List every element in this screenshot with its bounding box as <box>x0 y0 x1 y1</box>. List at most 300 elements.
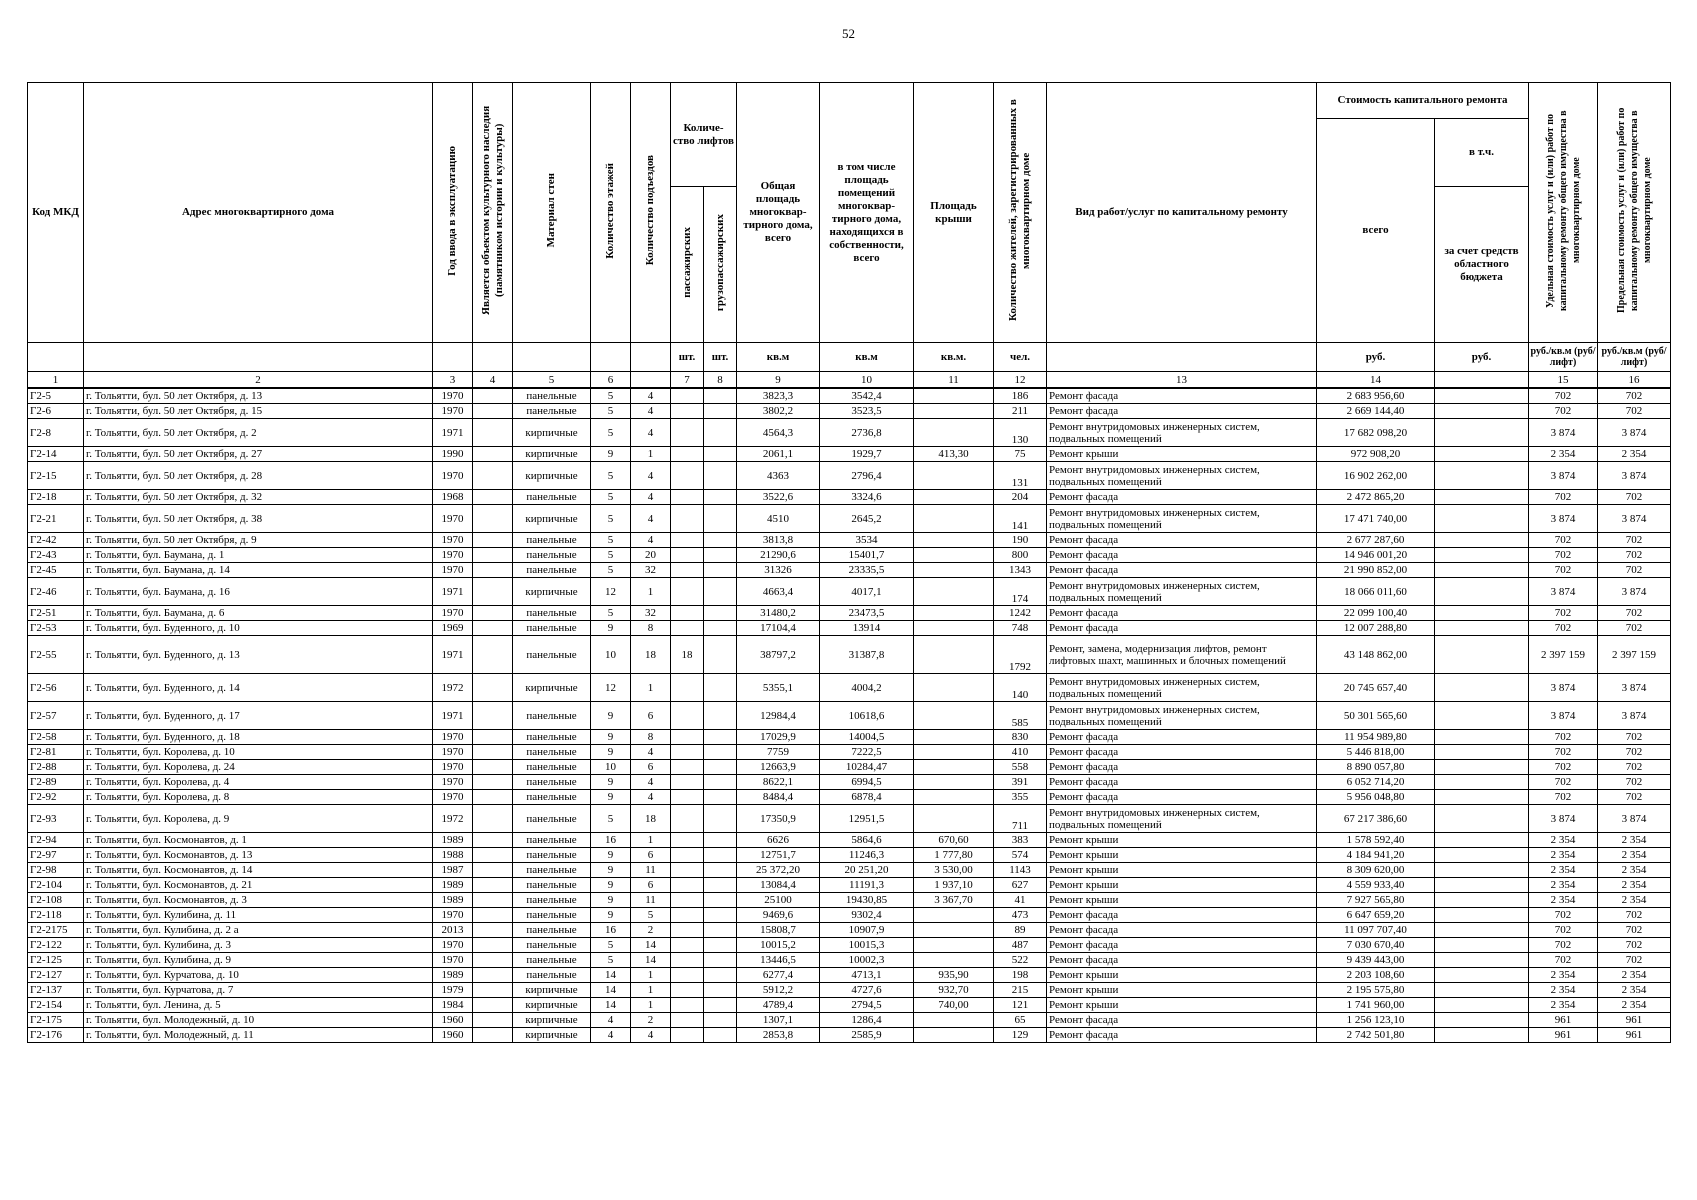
row-lifts-pass <box>671 419 704 447</box>
row-address: г. Тольятти, бул. Космонавтов, д. 21 <box>84 878 433 893</box>
row-lifts-pass <box>671 548 704 563</box>
row-unit-cost: 961 <box>1529 1028 1598 1043</box>
unit-cell <box>631 343 671 372</box>
row-material: панельные <box>513 533 591 548</box>
row-cost-regional <box>1435 419 1529 447</box>
unit-roof-area: кв.м. <box>914 343 994 372</box>
row-work-type: Ремонт, замена, модернизация лифтов, ремонт лифтовых шахт, машинных и блочных помещений <box>1047 636 1317 674</box>
row-total-area: 21290,6 <box>737 548 820 563</box>
row-entrances: 11 <box>631 863 671 878</box>
row-floors: 12 <box>591 578 631 606</box>
row-owned-area: 23335,5 <box>820 563 914 578</box>
row-material: кирпичные <box>513 447 591 462</box>
header-address: Адрес многоквартирного дома <box>84 83 433 343</box>
row-floors: 9 <box>591 908 631 923</box>
row-max-cost: 3 874 <box>1598 419 1671 447</box>
row-total-area: 13446,5 <box>737 953 820 968</box>
row-year: 1970 <box>433 790 473 805</box>
row-residents: 1343 <box>994 563 1047 578</box>
row-entrances: 4 <box>631 462 671 490</box>
row-max-cost: 3 874 <box>1598 462 1671 490</box>
row-lifts-pass <box>671 908 704 923</box>
row-entrances: 4 <box>631 505 671 533</box>
row-code: Г2-89 <box>28 775 84 790</box>
row-owned-area: 19430,85 <box>820 893 914 908</box>
row-cost-regional <box>1435 833 1529 848</box>
table-row <box>28 1013 1671 1028</box>
row-heritage <box>473 968 513 983</box>
row-material: панельные <box>513 878 591 893</box>
row-unit-cost: 702 <box>1529 908 1598 923</box>
row-entrances: 6 <box>631 760 671 775</box>
row-work-type: Ремонт фасада <box>1047 745 1317 760</box>
row-unit-cost: 702 <box>1529 745 1598 760</box>
row-work-type: Ремонт фасада <box>1047 404 1317 419</box>
row-work-type: Ремонт внутридомовых инженерных систем, подвальных помещений <box>1047 674 1317 702</box>
unit-unit-cost: руб./кв.м (руб/лифт) <box>1529 343 1598 372</box>
row-floors: 5 <box>591 938 631 953</box>
column-number: 11 <box>914 372 994 389</box>
row-cost-regional <box>1435 636 1529 674</box>
row-entrances: 4 <box>631 745 671 760</box>
row-floors: 9 <box>591 621 631 636</box>
row-residents: 174 <box>994 578 1047 606</box>
row-cost-total: 11 954 989,80 <box>1317 730 1435 745</box>
row-heritage <box>473 533 513 548</box>
row-lifts-cargo <box>704 998 737 1013</box>
row-max-cost: 961 <box>1598 1028 1671 1043</box>
row-residents: 75 <box>994 447 1047 462</box>
row-unit-cost: 702 <box>1529 533 1598 548</box>
row-cost-regional <box>1435 775 1529 790</box>
row-entrances: 1 <box>631 833 671 848</box>
row-max-cost: 702 <box>1598 606 1671 621</box>
row-lifts-cargo <box>704 833 737 848</box>
row-material: панельные <box>513 953 591 968</box>
row-roof-area <box>914 505 994 533</box>
row-cost-regional <box>1435 462 1529 490</box>
row-floors: 9 <box>591 447 631 462</box>
row-heritage <box>473 938 513 953</box>
row-code: Г2-98 <box>28 863 84 878</box>
table-row <box>28 462 1671 490</box>
unit-cell <box>591 343 631 372</box>
row-code: Г2-81 <box>28 745 84 760</box>
header-year: Год ввода в эксплуатацию <box>433 83 473 343</box>
row-cost-total: 14 946 001,20 <box>1317 548 1435 563</box>
row-unit-cost: 2 354 <box>1529 893 1598 908</box>
row-floors: 9 <box>591 730 631 745</box>
column-number: 3 <box>433 372 473 389</box>
row-residents: 198 <box>994 968 1047 983</box>
header-work-type: Вид работ/услуг по капитальному ремонту <box>1047 83 1317 343</box>
row-owned-area: 4727,6 <box>820 983 914 998</box>
row-residents: 204 <box>994 490 1047 505</box>
row-unit-cost: 702 <box>1529 938 1598 953</box>
row-work-type: Ремонт фасада <box>1047 548 1317 563</box>
row-work-type: Ремонт крыши <box>1047 863 1317 878</box>
row-total-area: 17350,9 <box>737 805 820 833</box>
row-roof-area: 3 367,70 <box>914 893 994 908</box>
row-year: 1970 <box>433 775 473 790</box>
row-work-type: Ремонт фасада <box>1047 775 1317 790</box>
row-roof-area: 3 530,00 <box>914 863 994 878</box>
row-code: Г2-18 <box>28 490 84 505</box>
row-owned-area: 3324,6 <box>820 490 914 505</box>
row-year: 1989 <box>433 968 473 983</box>
row-lifts-pass <box>671 775 704 790</box>
row-cost-regional <box>1435 505 1529 533</box>
table-row <box>28 533 1671 548</box>
row-max-cost: 2 397 159 <box>1598 636 1671 674</box>
header-cost-total: всего <box>1317 119 1435 343</box>
row-address: г. Тольятти, бул. Космонавтов, д. 3 <box>84 893 433 908</box>
row-work-type: Ремонт внутридомовых инженерных систем, подвальных помещений <box>1047 419 1317 447</box>
row-material: панельные <box>513 702 591 730</box>
row-year: 1971 <box>433 578 473 606</box>
header-cost-group: Стоимость капитального ремонта <box>1317 83 1529 119</box>
row-owned-area: 4004,2 <box>820 674 914 702</box>
row-address: г. Тольятти, бул. Баумана, д. 6 <box>84 606 433 621</box>
row-cost-regional <box>1435 893 1529 908</box>
row-entrances: 8 <box>631 621 671 636</box>
column-number: 1 <box>28 372 84 389</box>
row-total-area: 25100 <box>737 893 820 908</box>
row-roof-area <box>914 790 994 805</box>
row-unit-cost: 2 354 <box>1529 833 1598 848</box>
row-lifts-cargo <box>704 533 737 548</box>
row-heritage <box>473 923 513 938</box>
table-row <box>28 908 1671 923</box>
row-material: панельные <box>513 760 591 775</box>
row-cost-regional <box>1435 388 1529 404</box>
table-row <box>28 745 1671 760</box>
row-code: Г2-108 <box>28 893 84 908</box>
row-total-area: 31480,2 <box>737 606 820 621</box>
table-row <box>28 730 1671 745</box>
row-lifts-pass <box>671 878 704 893</box>
unit-cost-regional: руб. <box>1435 343 1529 372</box>
row-max-cost: 702 <box>1598 745 1671 760</box>
row-cost-total: 8 890 057,80 <box>1317 760 1435 775</box>
column-number: 8 <box>704 372 737 389</box>
row-owned-area: 10618,6 <box>820 702 914 730</box>
row-cost-total: 17 471 740,00 <box>1317 505 1435 533</box>
row-cost-total: 7 030 670,40 <box>1317 938 1435 953</box>
table-row <box>28 563 1671 578</box>
row-work-type: Ремонт фасада <box>1047 908 1317 923</box>
row-roof-area: 935,90 <box>914 968 994 983</box>
row-entrances: 20 <box>631 548 671 563</box>
row-material: кирпичные <box>513 505 591 533</box>
row-residents: 748 <box>994 621 1047 636</box>
row-year: 1970 <box>433 606 473 621</box>
row-owned-area: 1286,4 <box>820 1013 914 1028</box>
row-unit-cost: 702 <box>1529 760 1598 775</box>
row-floors: 9 <box>591 848 631 863</box>
row-total-area: 5912,2 <box>737 983 820 998</box>
row-max-cost: 702 <box>1598 548 1671 563</box>
row-entrances: 6 <box>631 878 671 893</box>
row-roof-area: 932,70 <box>914 983 994 998</box>
row-material: кирпичные <box>513 674 591 702</box>
row-heritage <box>473 745 513 760</box>
row-roof-area <box>914 775 994 790</box>
row-owned-area: 10284,47 <box>820 760 914 775</box>
header-lifts-group: Количе-ство лифтов <box>671 83 737 187</box>
row-year: 2013 <box>433 923 473 938</box>
row-cost-total: 16 902 262,00 <box>1317 462 1435 490</box>
row-heritage <box>473 878 513 893</box>
row-floors: 16 <box>591 833 631 848</box>
row-cost-total: 22 099 100,40 <box>1317 606 1435 621</box>
row-roof-area <box>914 702 994 730</box>
row-material: панельные <box>513 805 591 833</box>
unit-cell <box>28 343 84 372</box>
row-lifts-cargo <box>704 730 737 745</box>
row-floors: 9 <box>591 878 631 893</box>
table-row <box>28 923 1671 938</box>
row-entrances: 4 <box>631 490 671 505</box>
row-heritage <box>473 833 513 848</box>
row-work-type: Ремонт крыши <box>1047 998 1317 1013</box>
row-cost-regional <box>1435 533 1529 548</box>
header-roof-area: Площадь крыши <box>914 83 994 343</box>
row-total-area: 2853,8 <box>737 1028 820 1043</box>
row-roof-area <box>914 908 994 923</box>
row-entrances: 6 <box>631 848 671 863</box>
row-entrances: 8 <box>631 730 671 745</box>
row-total-area: 7759 <box>737 745 820 760</box>
row-address: г. Тольятти, бул. Курчатова, д. 10 <box>84 968 433 983</box>
row-code: Г2-93 <box>28 805 84 833</box>
row-floors: 10 <box>591 636 631 674</box>
row-code: Г2-5 <box>28 388 84 404</box>
row-max-cost: 702 <box>1598 533 1671 548</box>
row-material: кирпичные <box>513 1013 591 1028</box>
row-cost-regional <box>1435 923 1529 938</box>
row-lifts-pass <box>671 388 704 404</box>
row-year: 1970 <box>433 908 473 923</box>
row-max-cost: 2 354 <box>1598 878 1671 893</box>
row-cost-total: 17 682 098,20 <box>1317 419 1435 447</box>
row-entrances: 5 <box>631 908 671 923</box>
row-code: Г2-15 <box>28 462 84 490</box>
row-address: г. Тольятти, бул. Курчатова, д. 7 <box>84 983 433 998</box>
row-year: 1970 <box>433 462 473 490</box>
table-row <box>28 548 1671 563</box>
row-work-type: Ремонт крыши <box>1047 848 1317 863</box>
row-owned-area: 2585,9 <box>820 1028 914 1043</box>
row-floors: 9 <box>591 745 631 760</box>
row-total-area: 3802,2 <box>737 404 820 419</box>
row-work-type: Ремонт фасада <box>1047 490 1317 505</box>
row-max-cost: 961 <box>1598 1013 1671 1028</box>
row-unit-cost: 2 354 <box>1529 848 1598 863</box>
row-lifts-pass <box>671 833 704 848</box>
row-entrances: 1 <box>631 968 671 983</box>
row-work-type: Ремонт фасада <box>1047 1028 1317 1043</box>
table-row <box>28 893 1671 908</box>
row-work-type: Ремонт фасада <box>1047 790 1317 805</box>
row-lifts-cargo <box>704 775 737 790</box>
row-work-type: Ремонт внутридомовых инженерных систем, подвальных помещений <box>1047 702 1317 730</box>
row-heritage <box>473 636 513 674</box>
row-residents: 121 <box>994 998 1047 1013</box>
row-unit-cost: 2 354 <box>1529 983 1598 998</box>
row-cost-total: 2 683 956,60 <box>1317 388 1435 404</box>
row-floors: 14 <box>591 968 631 983</box>
row-owned-area: 2645,2 <box>820 505 914 533</box>
row-lifts-cargo <box>704 578 737 606</box>
row-unit-cost: 702 <box>1529 923 1598 938</box>
row-year: 1970 <box>433 388 473 404</box>
header-lifts-pass: пассажирских <box>671 187 704 343</box>
table-row <box>28 490 1671 505</box>
row-floors: 5 <box>591 548 631 563</box>
row-total-area: 38797,2 <box>737 636 820 674</box>
row-owned-area: 3523,5 <box>820 404 914 419</box>
row-unit-cost: 702 <box>1529 953 1598 968</box>
row-work-type: Ремонт фасада <box>1047 938 1317 953</box>
row-total-area: 6626 <box>737 833 820 848</box>
row-address: г. Тольятти, бул. Молодежный, д. 11 <box>84 1028 433 1043</box>
row-entrances: 32 <box>631 606 671 621</box>
table-row <box>28 702 1671 730</box>
row-roof-area <box>914 636 994 674</box>
row-address: г. Тольятти, бул. Кулибина, д. 2 а <box>84 923 433 938</box>
row-unit-cost: 702 <box>1529 548 1598 563</box>
row-entrances: 4 <box>631 533 671 548</box>
row-residents: 355 <box>994 790 1047 805</box>
row-heritage <box>473 505 513 533</box>
row-owned-area: 10002,3 <box>820 953 914 968</box>
row-material: панельные <box>513 636 591 674</box>
unit-owned-area: кв.м <box>820 343 914 372</box>
row-lifts-cargo <box>704 636 737 674</box>
row-material: панельные <box>513 908 591 923</box>
row-work-type: Ремонт фасада <box>1047 388 1317 404</box>
row-roof-area <box>914 462 994 490</box>
row-material: кирпичные <box>513 1028 591 1043</box>
row-roof-area: 1 777,80 <box>914 848 994 863</box>
row-year: 1970 <box>433 938 473 953</box>
row-code: Г2-58 <box>28 730 84 745</box>
row-lifts-cargo <box>704 606 737 621</box>
row-total-area: 2061,1 <box>737 447 820 462</box>
row-address: г. Тольятти, бул. Буденного, д. 14 <box>84 674 433 702</box>
row-year: 1987 <box>433 863 473 878</box>
row-roof-area <box>914 953 994 968</box>
header-residents: Количество жителей, зарегистрированных в многоквартирном доме <box>994 83 1047 343</box>
row-total-area: 31326 <box>737 563 820 578</box>
row-owned-area: 20 251,20 <box>820 863 914 878</box>
unit-cell <box>433 343 473 372</box>
row-entrances: 1 <box>631 998 671 1013</box>
row-heritage <box>473 621 513 636</box>
row-address: г. Тольятти, бул. Баумана, д. 14 <box>84 563 433 578</box>
row-address: г. Тольятти, бул. Молодежный, д. 10 <box>84 1013 433 1028</box>
row-lifts-pass <box>671 953 704 968</box>
row-year: 1970 <box>433 533 473 548</box>
row-residents: 141 <box>994 505 1047 533</box>
row-work-type: Ремонт крыши <box>1047 968 1317 983</box>
row-total-area: 1307,1 <box>737 1013 820 1028</box>
row-code: Г2-92 <box>28 790 84 805</box>
row-work-type: Ремонт фасада <box>1047 760 1317 775</box>
row-address: г. Тольятти, бул. Королева, д. 24 <box>84 760 433 775</box>
row-heritage <box>473 606 513 621</box>
table-row <box>28 848 1671 863</box>
row-heritage <box>473 490 513 505</box>
row-max-cost: 3 874 <box>1598 674 1671 702</box>
row-address: г. Тольятти, бул. Королева, д. 8 <box>84 790 433 805</box>
row-material: панельные <box>513 790 591 805</box>
row-roof-area: 740,00 <box>914 998 994 1013</box>
row-cost-regional <box>1435 863 1529 878</box>
row-max-cost: 702 <box>1598 490 1671 505</box>
row-residents: 574 <box>994 848 1047 863</box>
row-max-cost: 2 354 <box>1598 968 1671 983</box>
row-residents: 89 <box>994 923 1047 938</box>
row-code: Г2-88 <box>28 760 84 775</box>
row-floors: 10 <box>591 760 631 775</box>
row-cost-regional <box>1435 983 1529 998</box>
row-residents: 585 <box>994 702 1047 730</box>
table-row <box>28 953 1671 968</box>
row-material: панельные <box>513 404 591 419</box>
row-lifts-pass <box>671 730 704 745</box>
row-cost-regional <box>1435 998 1529 1013</box>
row-roof-area <box>914 404 994 419</box>
row-lifts-cargo <box>704 1028 737 1043</box>
header-cost-incl: в т.ч. <box>1435 119 1529 187</box>
row-total-area: 9469,6 <box>737 908 820 923</box>
capital-repair-table <box>27 82 1671 1043</box>
row-year: 1968 <box>433 490 473 505</box>
row-max-cost: 702 <box>1598 790 1671 805</box>
row-residents: 1242 <box>994 606 1047 621</box>
row-total-area: 13084,4 <box>737 878 820 893</box>
row-heritage <box>473 1013 513 1028</box>
table-row <box>28 388 1671 404</box>
row-heritage <box>473 730 513 745</box>
row-lifts-pass <box>671 563 704 578</box>
row-material: панельные <box>513 548 591 563</box>
row-lifts-cargo <box>704 968 737 983</box>
row-lifts-pass <box>671 505 704 533</box>
row-lifts-cargo <box>704 863 737 878</box>
row-roof-area <box>914 578 994 606</box>
row-code: Г2-45 <box>28 563 84 578</box>
row-owned-area: 7222,5 <box>820 745 914 760</box>
row-code: Г2-21 <box>28 505 84 533</box>
row-material: кирпичные <box>513 419 591 447</box>
row-max-cost: 702 <box>1598 923 1671 938</box>
row-cost-total: 2 669 144,40 <box>1317 404 1435 419</box>
row-residents: 830 <box>994 730 1047 745</box>
row-residents: 391 <box>994 775 1047 790</box>
row-unit-cost: 2 354 <box>1529 447 1598 462</box>
row-residents: 1792 <box>994 636 1047 674</box>
row-code: Г2-97 <box>28 848 84 863</box>
row-cost-total: 18 066 011,60 <box>1317 578 1435 606</box>
row-floors: 9 <box>591 893 631 908</box>
table-row <box>28 447 1671 462</box>
row-residents: 211 <box>994 404 1047 419</box>
column-number: 12 <box>994 372 1047 389</box>
row-unit-cost: 702 <box>1529 606 1598 621</box>
